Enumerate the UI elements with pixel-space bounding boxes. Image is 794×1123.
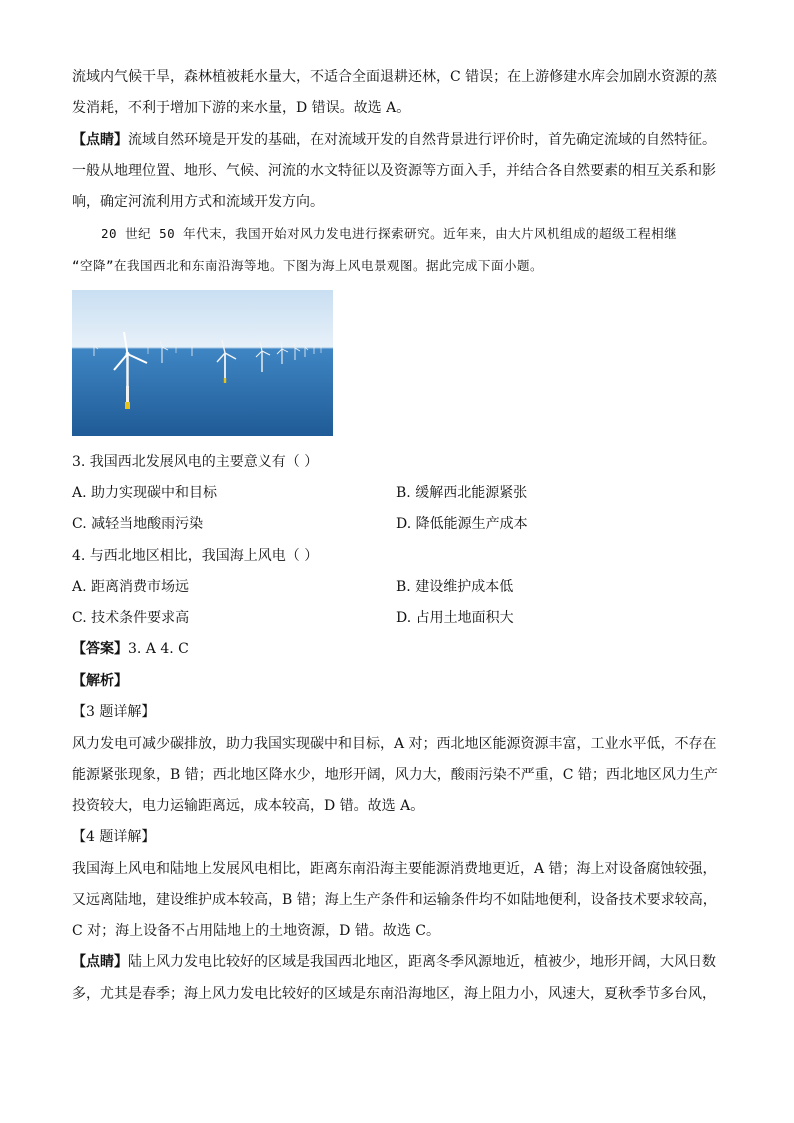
question-3-option-c: C. 减轻当地酸雨污染 — [72, 516, 204, 532]
material-intro-line-1: 20 世纪 50 年代末，我国开始对风力发电进行探索研究。近年来，由大片风机组成的超级工程相继 — [101, 226, 678, 241]
detail-4-line-1: 我国海上风电和陆地上发展风电相比，距离东南沿海主要能源消费地更近，A 错；海上对设备腐蚀较强， — [72, 861, 717, 877]
analysis-tag: 【解析】 — [72, 673, 128, 689]
tip-paragraph-2-line-2: 多，尤其是春季；海上风力发电比较好的区域是东南沿海地区，海上阻力小，风速大，夏秋季节多台风， — [72, 986, 716, 1002]
detail-4-line-2: 又远离陆地，建设维护成本较高，B 错；海上生产条件和运输条件均不如陆地便利，设备技术要求较高， — [72, 892, 717, 908]
detail-3-tag: 【3 题详解】 — [72, 704, 156, 720]
detail-3-line-2: 能源紧张现象，B 错；西北地区降水少，地形开阔，风力大，酸雨污染不严重，C 错；西北地区风力生产 — [72, 767, 718, 783]
question-4-option-c: C. 技术条件要求高 — [72, 610, 190, 626]
prev-explanation-line-2: 发消耗，不利于增加下游的来水量，D 错误。故选 A。 — [72, 100, 411, 116]
tip-paragraph-1-line-2: 一般从地理位置、地形、气候、河流的水文特征以及资源等方面入手，并结合各自然要素的相互关系和影 — [72, 163, 716, 179]
tip-paragraph-1 — [72, 130, 716, 150]
detail-3-line-1: 风力发电可减少碳排放，助力我国实现碳中和目标，A 对；西北地区能源资源丰富，工业水平低，不存在 — [72, 736, 717, 752]
tip-paragraph-1-line-3: 响，确定河流利用方式和流域开发方向。 — [72, 194, 324, 210]
question-4-stem: 4. 与西北地区相比，我国海上风电（ ） — [72, 548, 319, 564]
answer-line — [72, 639, 189, 659]
question-3-stem: 3. 我国西北发展风电的主要意义有（ ） — [72, 454, 319, 470]
detail-4-tag: 【4 题详解】 — [72, 829, 156, 845]
prev-explanation-line-1: 流域内气候干旱，森林植被耗水量大，不适合全面退耕还林，C 错误；在上游修建水库会加剧水资源的蒸 — [72, 69, 718, 85]
detail-3-line-3: 投资较大，电力运输距离远，成本较高，D 错。故选 A。 — [72, 798, 425, 814]
question-4-option-b: B. 建设维护成本低 — [396, 579, 514, 595]
tip-paragraph-2 — [72, 952, 716, 972]
answer-tag: 【答案】 — [72, 641, 128, 657]
question-4-option-a: A. 距离消费市场远 — [72, 579, 190, 595]
material-intro-line-2: “空降”在我国西北和东南沿海等地。下图为海上风电景观图。据此完成下面小题。 — [72, 258, 544, 273]
question-3-option-b: B. 缓解西北能源紧张 — [396, 485, 528, 501]
question-3-option-d: D. 降低能源生产成本 — [396, 516, 528, 532]
question-4-option-d: D. 占用土地面积大 — [396, 610, 514, 626]
tip-text: 流域自然环境是开发的基础，在对流域开发的自然背景进行评价时，首先确定流域的自然特征。 — [128, 132, 716, 148]
offshore-wind-farm-photo — [72, 290, 333, 436]
detail-4-line-3: C 对；海上设备不占用陆地上的土地资源，D 错。故选 C。 — [72, 923, 440, 939]
tip-tag: 【点睛】 — [72, 954, 128, 970]
tip-text: 陆上风力发电比较好的区域是我国西北地区，距离冬季风源地近，植被少，地形开阔，大风日数 — [128, 954, 716, 970]
answer-text: 3. A 4. C — [128, 641, 189, 657]
tip-tag: 【点睛】 — [72, 132, 128, 148]
question-3-option-a: A. 助力实现碳中和目标 — [72, 485, 218, 501]
